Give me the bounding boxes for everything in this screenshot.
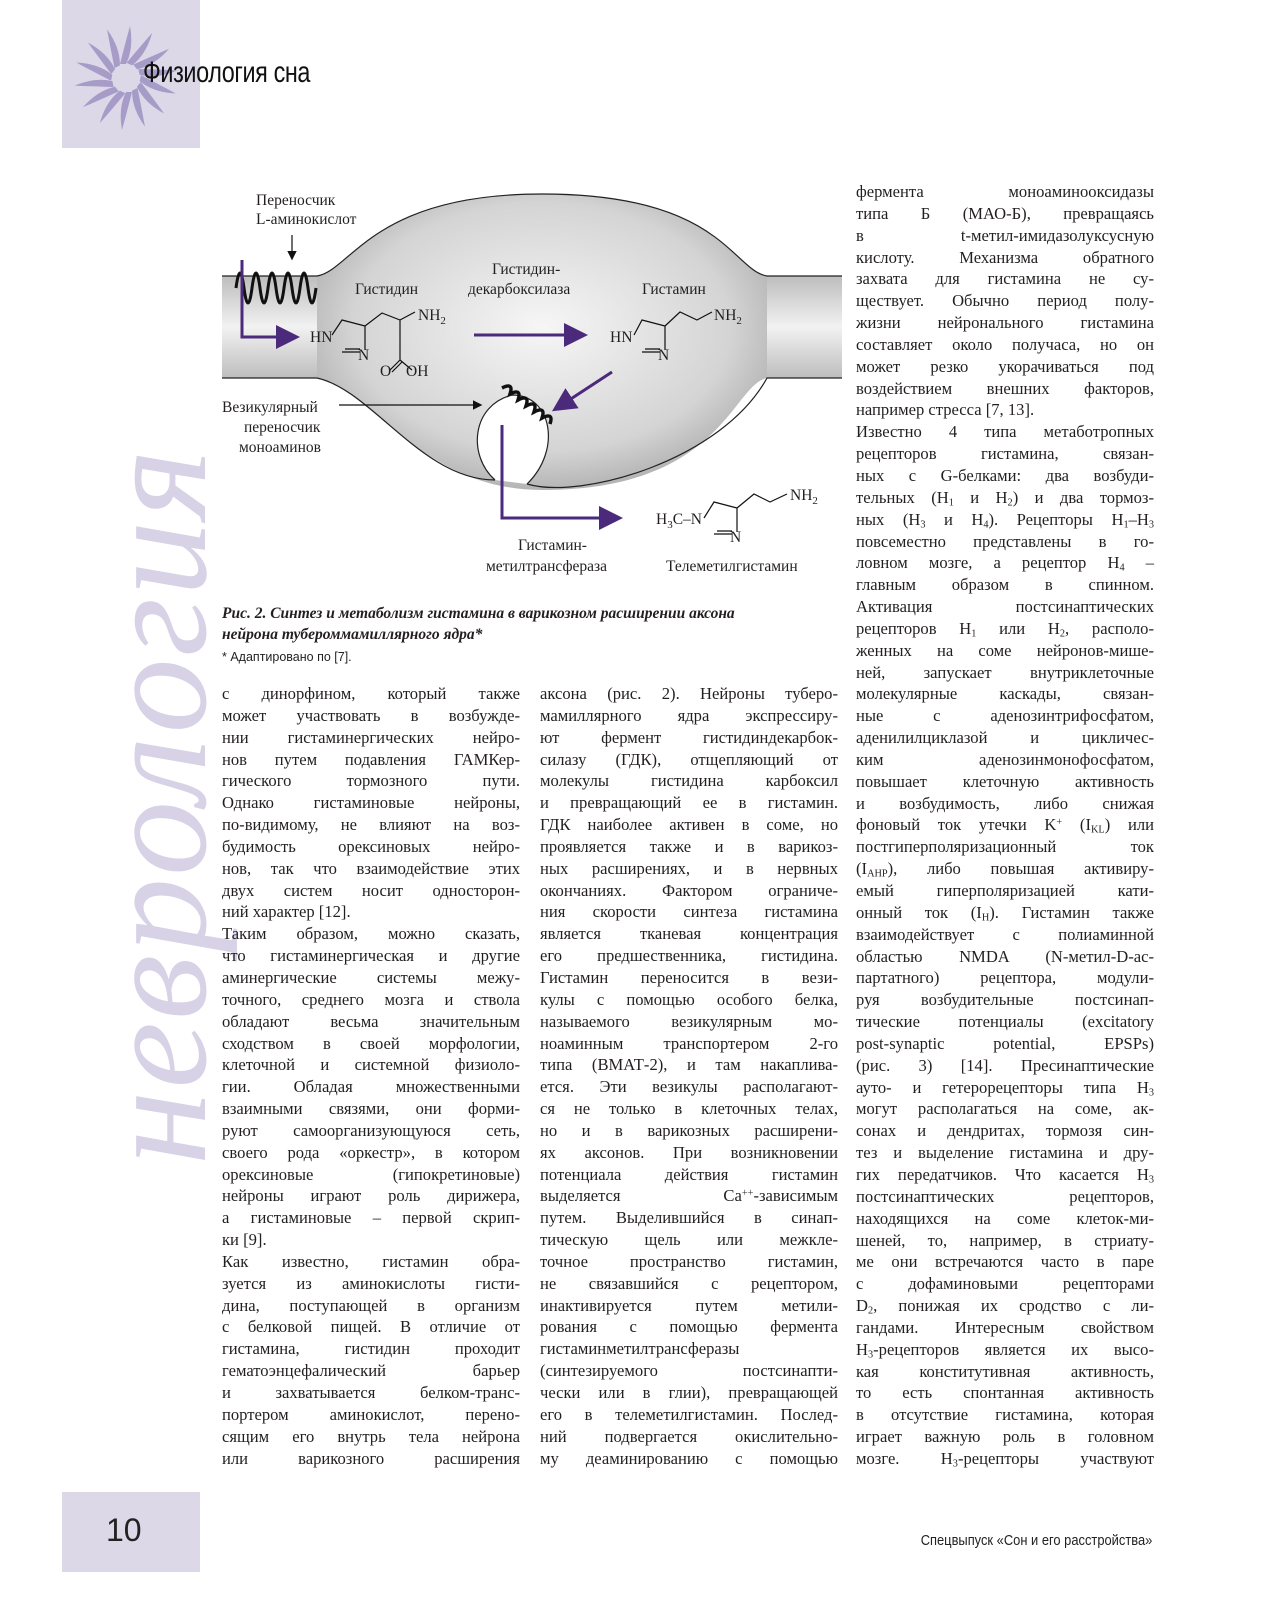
text-line: тез и выделение гистамина и дру- bbox=[856, 1143, 1154, 1163]
text-line: может резко укорачиваться под bbox=[856, 356, 1154, 376]
text-line: Таким образом, можно сказать, bbox=[222, 924, 520, 944]
text-line: рования с помощью фермента bbox=[540, 1317, 838, 1337]
text-line: гандами. Интересным свойством bbox=[856, 1317, 1154, 1337]
text-line: гии. Обладая множественными bbox=[222, 1077, 520, 1097]
text-line: с дофаминовыми рецепторами bbox=[856, 1274, 1154, 1294]
text-line: нов путем подавления ГАМКер- bbox=[222, 749, 520, 769]
text-line: обладают весьма значительным bbox=[222, 1011, 520, 1031]
text-line: является тканевая концентрация bbox=[540, 924, 838, 944]
text-line: Однако гистаминовые нейроны, bbox=[222, 793, 520, 813]
text-line: захвата для гистамина не су- bbox=[856, 269, 1154, 289]
text-line: жизни нейронального гистамина bbox=[856, 313, 1154, 333]
text-line: двух систем носит односторон- bbox=[222, 880, 520, 900]
text-line: кислоту. Механизма обратного bbox=[856, 247, 1154, 267]
label-hdc-2: декарбоксилаза bbox=[468, 281, 571, 298]
text-line: сящим его внутрь тела нейрона bbox=[222, 1426, 520, 1446]
text-line: сонах и дендритах, тормозя син- bbox=[856, 1121, 1154, 1141]
text-line: сходством в своей морфологии, bbox=[222, 1033, 520, 1053]
text-line: ний подвергается окислительно- bbox=[540, 1426, 838, 1446]
text-line: аксона (рис. 2). Нейроны туберо- bbox=[540, 684, 838, 703]
text-line: руя возбудительные постсинап- bbox=[856, 990, 1154, 1010]
text-line: мамиллярного ядра экспрессиру- bbox=[540, 705, 838, 725]
text-line: его предшественника, гистидина. bbox=[540, 946, 838, 966]
paragraph bbox=[222, 923, 520, 1251]
paragraph bbox=[856, 181, 1154, 421]
label-transporter-1: Переносчик bbox=[256, 192, 336, 209]
text-line: емый гиперполяризацией кати- bbox=[856, 881, 1154, 900]
chem-nh2: $NH_2$ bbox=[790, 487, 818, 507]
text-line: гического тормозного пути. bbox=[222, 771, 520, 791]
text-line: му деаминированию с помощью bbox=[540, 1448, 838, 1468]
text-line: областью NMDA (N-метил-D-ас- bbox=[856, 946, 1154, 966]
text-line: ется. Эти везикулы располагают- bbox=[540, 1077, 838, 1097]
figure-footnote: * Адаптировано по [7]. bbox=[222, 650, 352, 664]
text-line: дина, поступающей в организм bbox=[222, 1295, 520, 1315]
text-line: аминергические системы межу- bbox=[222, 967, 520, 987]
text-line: может участвовать в возбужде- bbox=[222, 705, 520, 725]
text-line: постгиперполяризационный ток bbox=[856, 837, 1154, 857]
text-line: аденилилциклазой и цикличес- bbox=[856, 728, 1154, 748]
text-line: повсеместно представлены в го- bbox=[856, 531, 1154, 551]
text-line: Известно 4 типа метаботропных bbox=[856, 422, 1154, 442]
histamine-synthesis-diagram bbox=[222, 180, 842, 580]
text-line: ким аденозинмонофосфатом, bbox=[856, 749, 1154, 769]
text-line: типа Б (МАО-Б), превращаясь bbox=[856, 203, 1154, 223]
text-line: молекулярные каскады, связан- bbox=[856, 684, 1154, 704]
paragraph bbox=[540, 683, 838, 1469]
text-line: и захватывается белком-транс- bbox=[222, 1383, 520, 1402]
text-line: ме они встречаются часто в паре bbox=[856, 1252, 1154, 1272]
text-line: и превращающий ее в гистамин. bbox=[540, 793, 838, 813]
text-line: что гистаминергическая и другие bbox=[222, 946, 520, 966]
text-line: руют самоорганизующуюся сеть, bbox=[222, 1120, 520, 1140]
text-line: (синтезируемого постсинапти- bbox=[540, 1361, 838, 1381]
text-line: ют фермент гистидиндекарбок- bbox=[540, 727, 838, 747]
text-line: его в телеметилгистамин. Послед- bbox=[540, 1404, 838, 1424]
text-line: ных расширениях, и в нервных bbox=[540, 858, 838, 878]
text-line: мозге. $H_3$-рецепторы участвуют bbox=[856, 1448, 1154, 1470]
figure-caption bbox=[222, 603, 842, 645]
text-line: находящихся на соме клеток-ми- bbox=[856, 1208, 1154, 1228]
text-line: ноаминным транспортером 2-го bbox=[540, 1033, 838, 1053]
text-line: ки [9]. bbox=[222, 1230, 267, 1250]
text-line: гих передатчиков. Что касается $H_3$ bbox=[856, 1164, 1154, 1186]
text-line: портером аминокислот, перено- bbox=[222, 1404, 520, 1424]
chem-n: N bbox=[730, 529, 742, 546]
text-line: могут располагаться на соме, ак- bbox=[856, 1099, 1154, 1119]
chem-hn: HN bbox=[610, 329, 633, 346]
text-line: партатного) рецептора, модули- bbox=[856, 968, 1154, 988]
text-line: путем. Выделившийся в синап- bbox=[540, 1208, 838, 1228]
caption-line: Рис. 2. Синтез и метаболизм гистамина в варикозном расширении аксона bbox=[222, 605, 735, 622]
text-line: $D_2$, понижая их сродство с ли- bbox=[856, 1296, 1154, 1317]
text-line: точного, среднего мозга и ствола bbox=[222, 989, 520, 1009]
text-line: тическую щель или межкле- bbox=[540, 1230, 838, 1250]
label-transporter-2: L-аминокислот bbox=[256, 211, 357, 228]
page-number: 10 bbox=[106, 1512, 142, 1548]
text-line: по-видимому, не влияют на воз- bbox=[222, 815, 520, 835]
paragraph bbox=[222, 683, 520, 923]
text-line: или варикозного расширения bbox=[222, 1448, 520, 1468]
text-line: нов, так что взаимодействие этих bbox=[222, 858, 520, 878]
text-line: но и в варикозных расширени- bbox=[540, 1120, 838, 1140]
chem-n: N bbox=[658, 347, 670, 364]
text-line: post-synaptic potential, EPSPs) bbox=[856, 1033, 1154, 1053]
text-line: зуется из аминокислоты гисти- bbox=[222, 1273, 520, 1293]
text-line: с белковой пищей. В отличие от bbox=[222, 1317, 520, 1337]
chem-n: N bbox=[358, 347, 370, 364]
label-vesicular-3: моноаминов bbox=[239, 439, 321, 456]
text-line: с динорфином, который также bbox=[222, 684, 520, 703]
star-ray bbox=[121, 92, 132, 130]
chem-h3c-n: $H_3C-N$ bbox=[656, 511, 702, 531]
text-column-3 bbox=[856, 181, 1154, 1470]
text-line: не связавшийся с рецептором, bbox=[540, 1273, 838, 1293]
text-line: постсинаптических рецепторов, bbox=[856, 1186, 1154, 1206]
text-line: рецепторов гистамина, связан- bbox=[856, 444, 1154, 464]
text-line: выделяется Ca++-зависимым bbox=[540, 1186, 838, 1206]
text-line: орексиновые (гипокретиновые) bbox=[222, 1164, 520, 1184]
running-title: Физиология сна bbox=[143, 56, 311, 89]
label-hmt-1: Гистамин- bbox=[518, 537, 587, 554]
text-line: силазу (ГДК), отщепляющий от bbox=[540, 749, 838, 769]
text-line: называемого везикулярным мо- bbox=[540, 1011, 838, 1031]
text-line: клеточной и системной физиоло- bbox=[222, 1055, 520, 1075]
text-line: Активация постсинаптических bbox=[856, 597, 1154, 617]
chem-o: O bbox=[380, 363, 392, 380]
text-line: ней, запускает внутриклеточные bbox=[856, 662, 1154, 682]
text-line: онный ток $(I_H)$. Гистамин также bbox=[856, 902, 1154, 924]
text-line: женных на соме нейронов-мише- bbox=[856, 640, 1154, 660]
chem-hn: HN bbox=[310, 329, 333, 346]
paragraph bbox=[856, 421, 1154, 1470]
text-line: кая конститутивная активность, bbox=[856, 1361, 1154, 1381]
label-hdc-1: Гистидин- bbox=[492, 261, 561, 278]
text-line: точное пространство гистамин, bbox=[540, 1251, 838, 1271]
text-line: ния скорости синтеза гистамина bbox=[540, 902, 838, 922]
text-line: ях аксонов. При возникновении bbox=[540, 1142, 838, 1162]
text-line: чески или в глии), превращающей bbox=[540, 1383, 838, 1402]
text-line: ные с аденозинтрифосфатом, bbox=[856, 706, 1154, 726]
text-line: нейроны играют роль дирижера, bbox=[222, 1186, 520, 1206]
label-vesicular-2: переносчик bbox=[244, 419, 321, 436]
issue-title: Спецвыпуск «Сон и его расстройства» bbox=[920, 1532, 1152, 1549]
text-line: Как известно, гистамин обра- bbox=[222, 1251, 520, 1271]
text-line: шеней, то, например, в стриату- bbox=[856, 1230, 1154, 1250]
label-hmt-2: метилтрансфераза bbox=[486, 558, 608, 575]
text-line: ся не только в клеточных телах, bbox=[540, 1099, 838, 1119]
text-line: повышает клеточную активность bbox=[856, 771, 1154, 791]
text-line: ловном мозге, а рецептор $H_4$ – bbox=[856, 553, 1154, 574]
text-line: тельных ($H_1$ и $H_2$) и два тормоз- bbox=[856, 487, 1154, 509]
text-line: (рис. 3) [14]. Пресинаптические bbox=[856, 1055, 1154, 1075]
text-column-1 bbox=[222, 683, 520, 1469]
text-line: в отсутствие гистамина, которая bbox=[856, 1405, 1154, 1425]
chem-nh2: $NH_2$ bbox=[418, 307, 446, 327]
text-line: гистамина, гистидин проходит bbox=[222, 1339, 520, 1359]
text-line: ных ($H_3$ и $H_4$). Рецепторы $H_1-H_3$ bbox=[856, 509, 1154, 531]
chem-nh2: $NH_2$ bbox=[714, 307, 742, 327]
text-line: фоновый ток утечки K+ $(I_{KL})$ или bbox=[856, 815, 1155, 837]
text-line: кулы с помощью особого белка, bbox=[540, 989, 838, 1009]
text-line: проявляется также и в варикоз- bbox=[540, 836, 838, 856]
chem-oh: OH bbox=[406, 363, 429, 380]
caption-line: нейрона тубероммамиллярного ядра* bbox=[222, 626, 483, 643]
paragraph bbox=[222, 1251, 520, 1469]
label-histamine: Гистамин bbox=[642, 281, 706, 298]
text-line: ГДК наиболее активен в соме, но bbox=[540, 815, 838, 835]
text-line: Гистамин переносится в вези- bbox=[540, 967, 838, 987]
text-line: гематоэнцефалический барьер bbox=[222, 1361, 520, 1381]
label-telemethylhistamine: Телеметилгистамин bbox=[666, 558, 798, 575]
text-line: и возбудимость, либо снижая bbox=[856, 793, 1154, 813]
text-line: взаимодействует с полиаминной bbox=[856, 924, 1154, 944]
text-line: а гистаминовые – первой скрип- bbox=[222, 1208, 520, 1228]
star-ray bbox=[120, 26, 131, 64]
text-line: в t-метил-имидазолуксусную bbox=[856, 225, 1154, 245]
text-line: то есть спонтанная активность bbox=[856, 1383, 1154, 1403]
text-line: рецепторов $H_1$ или $H_2$, располо- bbox=[856, 618, 1154, 640]
text-line: ний характер [12]. bbox=[222, 902, 351, 922]
text-line: типа (ВМАТ-2), и там накаплива- bbox=[540, 1055, 838, 1075]
text-line: окончаниях. Фактором ограниче- bbox=[540, 880, 838, 900]
section-side-label: неврология bbox=[72, 447, 238, 1165]
text-line: играет важную роль в головном bbox=[856, 1427, 1154, 1447]
text-line: будимость орексиновых нейро- bbox=[222, 836, 520, 856]
text-line: своего рода «оркестр», в котором bbox=[222, 1142, 520, 1162]
text-line: гистаминметилтрансферазы bbox=[540, 1339, 740, 1359]
text-line: составляет около получаса, но он bbox=[856, 334, 1154, 354]
text-line: например стресса [7, 13]. bbox=[856, 400, 1035, 420]
text-line: взаимными связями, они форми- bbox=[222, 1099, 520, 1119]
label-vesicular-1: Везикулярный bbox=[222, 399, 318, 416]
text-line: инактивируется путем метили- bbox=[540, 1295, 838, 1315]
text-line: $H_3$-рецепторов является их высо- bbox=[856, 1339, 1154, 1361]
text-line: ных с G-белками: два возбуди- bbox=[856, 465, 1154, 485]
label-histidine: Гистидин bbox=[355, 281, 419, 298]
text-line: $(I_{AHP})$, либо повышая активиру- bbox=[856, 859, 1154, 880]
text-line: молекулы гистидина карбоксил bbox=[540, 771, 838, 791]
text-line: фермента моноаминооксидазы bbox=[856, 182, 1154, 201]
text-column-2 bbox=[540, 683, 838, 1469]
text-line: ауто- и гетерорецепторы типа $H_3$ bbox=[856, 1077, 1154, 1099]
text-line: тические потенциалы (excitatory bbox=[856, 1012, 1154, 1032]
text-line: потенциала действия гистамин bbox=[540, 1164, 838, 1184]
text-line: ществует. Обычно период полу- bbox=[856, 291, 1154, 311]
text-line: воздействием внешних факторов, bbox=[856, 378, 1154, 398]
text-line: нии гистаминергических нейро- bbox=[222, 727, 520, 747]
text-line: главным образом в спинном. bbox=[856, 575, 1154, 595]
